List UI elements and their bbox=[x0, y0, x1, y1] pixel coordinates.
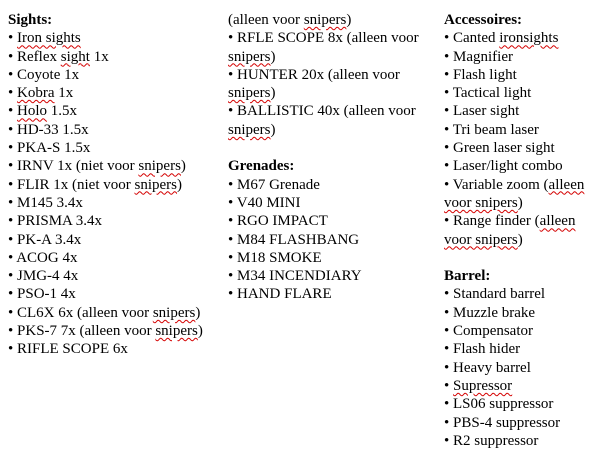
spellcheck-marked-text: ironsights bbox=[499, 30, 559, 47]
list-item bbox=[8, 340, 213, 358]
list-item bbox=[8, 304, 213, 322]
item-text: PBS-4 suppressor bbox=[453, 414, 561, 431]
list-item bbox=[228, 267, 433, 285]
bullet-icon: • bbox=[228, 213, 234, 230]
item-text-suffix: 1x bbox=[89, 48, 109, 65]
item-text-suffix: ) bbox=[270, 85, 276, 102]
list-item bbox=[8, 29, 213, 47]
item-text: IRNV 1x (niet voor bbox=[17, 158, 139, 175]
item-text-suffix: ) bbox=[517, 194, 523, 211]
bullet-icon: • bbox=[444, 48, 450, 65]
item-text: PKA-S 1.5x bbox=[17, 140, 91, 157]
sights-continued-line bbox=[228, 11, 433, 29]
item-text: M18 SMOKE bbox=[237, 249, 322, 266]
item-text: R2 suppressor bbox=[453, 432, 539, 449]
list-item bbox=[8, 322, 213, 340]
column-2 bbox=[228, 11, 433, 304]
bullet-icon: • bbox=[444, 341, 450, 358]
item-text: HAND FLARE bbox=[237, 286, 332, 303]
item-text: Compensator bbox=[453, 323, 534, 340]
item-text: BALLISTIC 40x (alleen voor bbox=[237, 103, 416, 120]
list-item bbox=[228, 194, 433, 212]
bullet-icon: • bbox=[8, 48, 14, 65]
list-item bbox=[8, 212, 213, 230]
list-item bbox=[8, 121, 213, 139]
sights-list bbox=[8, 29, 213, 358]
list-item bbox=[444, 414, 600, 432]
item-text: PK-A 3.4x bbox=[17, 231, 82, 248]
item-text: Tri beam laser bbox=[452, 121, 539, 138]
list-item bbox=[228, 66, 433, 103]
bullet-icon: • bbox=[444, 121, 450, 138]
bullet-icon: • bbox=[444, 213, 450, 230]
list-item bbox=[8, 176, 213, 194]
list-item bbox=[444, 66, 600, 84]
item-text: Laser sight bbox=[453, 103, 520, 120]
bullet-icon: • bbox=[444, 414, 450, 431]
barrel-list bbox=[444, 285, 600, 450]
list-item bbox=[228, 249, 433, 267]
item-text: (alleen voor bbox=[228, 12, 304, 28]
spellcheck-marked-text: snipers bbox=[228, 48, 271, 65]
item-text: ACOG 4x bbox=[16, 249, 78, 266]
bullet-icon: • bbox=[8, 30, 14, 47]
list-item bbox=[8, 139, 213, 157]
bullet-icon: • bbox=[444, 158, 450, 175]
item-text: Reflex bbox=[17, 48, 61, 65]
item-text: PSO-1 4x bbox=[17, 286, 76, 303]
bullet-icon: • bbox=[228, 268, 234, 285]
grenades-list bbox=[228, 176, 433, 304]
list-item bbox=[8, 194, 213, 212]
bullet-icon: • bbox=[8, 231, 14, 248]
bullet-icon: • bbox=[228, 103, 234, 120]
list-item bbox=[8, 102, 213, 120]
bullet-icon: • bbox=[444, 30, 450, 47]
item-text: HD-33 1.5x bbox=[17, 121, 89, 138]
barrel-heading: Barrel: bbox=[444, 268, 491, 285]
item-text: Laser/light combo bbox=[453, 158, 563, 175]
bullet-icon: • bbox=[228, 249, 234, 266]
bullet-icon: • bbox=[444, 323, 450, 340]
bullet-icon: • bbox=[8, 140, 14, 157]
spellcheck-marked-text: snipers bbox=[134, 176, 178, 193]
list-item bbox=[444, 377, 600, 395]
item-text-suffix: ) bbox=[195, 304, 201, 321]
bullet-icon: • bbox=[444, 140, 450, 157]
bullet-icon: • bbox=[444, 103, 450, 120]
list-item bbox=[444, 212, 600, 249]
bullet-icon: • bbox=[8, 66, 14, 83]
list-item bbox=[444, 102, 600, 120]
list-item bbox=[444, 176, 600, 213]
spellcheck-marked-text: alleen voor snipers bbox=[444, 213, 576, 248]
item-text: Tactical light bbox=[452, 85, 532, 102]
item-text: Flash hider bbox=[453, 341, 521, 358]
bullet-icon: • bbox=[228, 231, 234, 248]
list-item bbox=[444, 48, 600, 66]
spellcheck-marked-text: Iron sights bbox=[17, 30, 81, 47]
list-item bbox=[444, 285, 600, 303]
accessoires-heading: Accessoires: bbox=[444, 12, 523, 28]
item-text: Coyote 1x bbox=[17, 66, 80, 83]
item-text: RGO IMPACT bbox=[237, 213, 328, 230]
bullet-icon: • bbox=[444, 304, 450, 321]
bullet-icon: • bbox=[8, 249, 14, 266]
bullet-icon: • bbox=[444, 432, 450, 449]
spellcheck-marked-text: sight bbox=[60, 48, 90, 65]
bullet-icon: • bbox=[8, 103, 14, 120]
bullet-icon: • bbox=[8, 176, 14, 193]
item-text: PKS-7 7x (alleen voor bbox=[17, 323, 156, 340]
item-text: Muzzle brake bbox=[453, 304, 536, 321]
item-text-suffix: 1.5x bbox=[47, 103, 78, 120]
bullet-icon: • bbox=[444, 286, 450, 303]
item-text-suffix: ) bbox=[197, 323, 203, 340]
item-text: Magnifier bbox=[453, 48, 513, 65]
spellcheck-marked-text: snipers bbox=[155, 323, 198, 340]
list-item bbox=[8, 267, 213, 285]
item-text: Green laser sight bbox=[453, 140, 555, 157]
item-text: PRISMA 3.4x bbox=[17, 213, 103, 230]
item-text-suffix: 1x bbox=[54, 85, 74, 102]
list-item bbox=[228, 212, 433, 230]
list-item bbox=[8, 157, 213, 175]
item-text-suffix: ) bbox=[270, 48, 276, 65]
spellcheck-marked-text: snipers bbox=[228, 85, 271, 102]
bullet-icon: • bbox=[8, 213, 14, 230]
bullet-icon: • bbox=[8, 286, 14, 303]
list-item bbox=[228, 231, 433, 249]
item-text: Canted bbox=[453, 30, 500, 47]
item-text: RIFLE SCOPE 6x bbox=[17, 341, 128, 358]
bullet-icon: • bbox=[8, 323, 14, 340]
item-text-suffix: ) bbox=[177, 176, 183, 193]
spellcheck-marked-text: Kobra bbox=[17, 85, 55, 102]
item-text: JMG-4 4x bbox=[17, 268, 79, 285]
list-item bbox=[444, 84, 600, 102]
list-item bbox=[228, 11, 433, 29]
item-text: V40 MINI bbox=[236, 194, 301, 211]
column-1 bbox=[8, 11, 213, 359]
spacer bbox=[444, 249, 600, 267]
bullet-icon: • bbox=[8, 121, 14, 138]
accessoires-list bbox=[444, 29, 600, 249]
bullet-icon: • bbox=[8, 85, 14, 102]
list-item bbox=[444, 432, 600, 450]
list-item bbox=[8, 66, 213, 84]
list-item bbox=[444, 340, 600, 358]
list-item bbox=[228, 102, 433, 139]
list-item bbox=[8, 48, 213, 66]
spellcheck-marked-text: snipers bbox=[138, 158, 181, 175]
bullet-icon: • bbox=[444, 176, 450, 193]
bullet-icon: • bbox=[444, 359, 450, 376]
bullet-icon: • bbox=[8, 304, 14, 321]
item-text: CL6X 6x (alleen voor bbox=[17, 304, 153, 321]
item-text: Range finder ( bbox=[453, 213, 540, 230]
list-item bbox=[444, 359, 600, 377]
item-text-suffix: ) bbox=[346, 12, 352, 28]
bullet-icon: • bbox=[228, 176, 234, 193]
bullet-icon: • bbox=[444, 396, 450, 413]
bullet-icon: • bbox=[8, 268, 14, 285]
column-3 bbox=[444, 11, 600, 450]
item-text: HUNTER 20x (alleen voor bbox=[237, 66, 400, 83]
item-text: Flash light bbox=[453, 66, 517, 83]
spellcheck-marked-text: snipers bbox=[303, 12, 347, 28]
item-text: M84 FLASHBANG bbox=[237, 231, 360, 248]
sights-heading: Sights: bbox=[8, 12, 53, 28]
bullet-icon: • bbox=[228, 194, 234, 211]
list-item bbox=[444, 322, 600, 340]
item-text-suffix: ) bbox=[517, 231, 523, 248]
spellcheck-marked-text: Supressor bbox=[453, 377, 513, 394]
item-text-suffix: ) bbox=[180, 158, 186, 175]
list-item bbox=[8, 249, 213, 267]
sights-list-continued bbox=[228, 29, 433, 139]
list-item bbox=[228, 29, 433, 66]
bullet-icon: • bbox=[228, 286, 234, 303]
item-text: RFLE SCOPE 8x (alleen voor bbox=[237, 30, 419, 47]
item-text: M145 3.4x bbox=[17, 194, 83, 211]
bullet-icon: • bbox=[228, 30, 234, 47]
list-item bbox=[444, 304, 600, 322]
list-item bbox=[444, 139, 600, 157]
grenades-heading: Grenades: bbox=[228, 158, 295, 175]
item-text: FLIR 1x (niet voor bbox=[17, 176, 135, 193]
spellcheck-marked-text: alleen voor snipers bbox=[444, 176, 585, 211]
list-item bbox=[8, 231, 213, 249]
bullet-icon: • bbox=[8, 158, 14, 175]
list-item bbox=[8, 285, 213, 303]
spellcheck-marked-text: snipers bbox=[228, 121, 271, 138]
spellcheck-marked-text: Holo bbox=[17, 103, 48, 120]
list-item bbox=[444, 395, 600, 413]
list-item bbox=[8, 84, 213, 102]
item-text: Standard barrel bbox=[453, 286, 546, 303]
bullet-icon: • bbox=[8, 341, 14, 358]
bullet-icon: • bbox=[444, 85, 450, 102]
bullet-icon: • bbox=[444, 377, 450, 394]
list-item bbox=[444, 29, 600, 47]
bullet-icon: • bbox=[8, 194, 14, 211]
list-item bbox=[228, 285, 433, 303]
item-text: LS06 suppressor bbox=[453, 396, 554, 413]
item-text-suffix: ) bbox=[270, 121, 276, 138]
bullet-icon: • bbox=[228, 66, 234, 83]
list-item bbox=[444, 121, 600, 139]
item-text: Heavy barrel bbox=[453, 359, 531, 376]
spellcheck-marked-text: snipers bbox=[152, 304, 196, 321]
bullet-icon: • bbox=[444, 66, 450, 83]
item-text: M67 Grenade bbox=[237, 176, 320, 193]
list-item bbox=[444, 157, 600, 175]
item-text: M34 INCENDIARY bbox=[237, 268, 362, 285]
spacer bbox=[228, 139, 433, 157]
item-text: Variable zoom ( bbox=[452, 176, 549, 193]
list-item bbox=[228, 176, 433, 194]
